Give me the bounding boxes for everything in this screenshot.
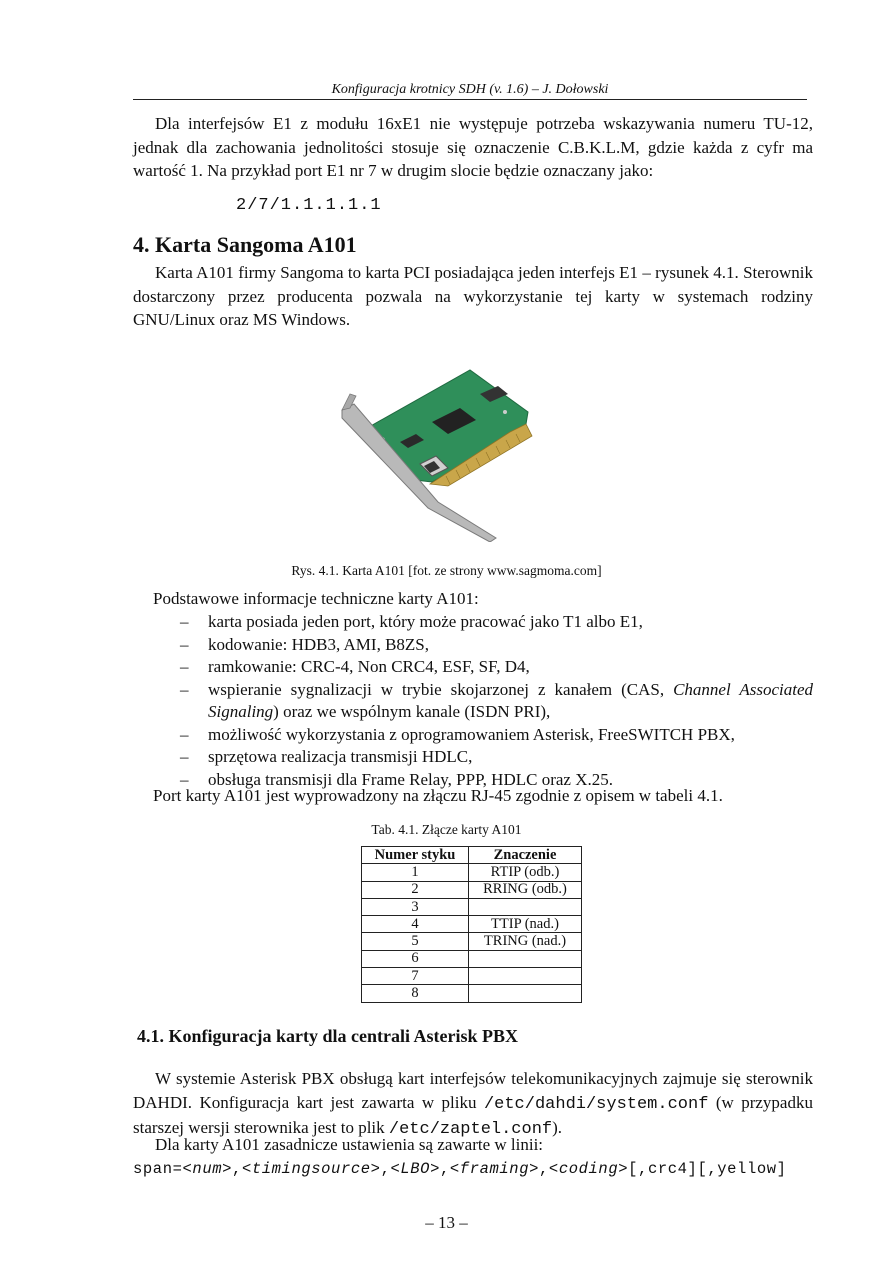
list-item: – kodowanie: HDB3, AMI, B8ZS, xyxy=(180,634,429,654)
port-paragraph: Port karty A101 jest wyprowadzony na złączu RJ-45 zgodnie z opisem w tabeli 4.1. xyxy=(153,786,723,805)
section-heading-4: 4. Karta Sangoma A101 xyxy=(133,232,357,257)
running-header: Konfiguracja krotnicy SDH (v. 1.6) – J. Dołowski xyxy=(331,82,609,97)
header-rule xyxy=(133,99,807,100)
table-header-row xyxy=(362,847,582,864)
a101-card-photo xyxy=(320,352,540,542)
list-item: – ramkowanie: CRC-4, Non CRC4, ESF, SF, D4, xyxy=(180,657,530,676)
column-header: Znaczenie xyxy=(469,847,582,864)
port-code-example: 2/7/1.1.1.1.1 xyxy=(236,196,382,215)
page-number: – 13 – xyxy=(425,1213,468,1232)
table-row: 2 RRING (odb.) xyxy=(362,881,582,898)
table-row: 5 TRING (nad.) xyxy=(362,933,582,950)
section-heading-4-1: 4.1. Konfiguracja karty dla centrali Asterisk PBX xyxy=(137,1026,518,1046)
list-item: – możliwość wykorzystania z oprogramowaniem Asterisk, FreeSWITCH PBX, xyxy=(180,724,735,744)
list-item: – obsługa transmisji dla Frame Relay, PPP, HDLC oraz X.25. xyxy=(180,769,613,789)
specs-intro: Podstawowe informacje techniczne karty A101: xyxy=(153,589,479,608)
dahdi-paragraph: W systemie Asterisk PBX obsługą kart interfejsów telekomunikacyjnych zajmuje się sterownik DAHDI. Konfiguracja kart jest zawarta w pliku /etc/dahdi/system.conf (w przypadku starszej wersji sterownika jest to plik /etc/zaptel.conf). xyxy=(133,1069,813,1139)
specs-list xyxy=(153,611,813,791)
table-row: 4 TTIP (nad.) xyxy=(362,916,582,933)
list-item: – sprzętowa realizacja transmisji HDLC, xyxy=(180,747,473,766)
figure-caption: Rys. 4.1. Karta A101 [fot. ze strony www.sagmoma.com] xyxy=(291,563,602,578)
column-header: Numer styku xyxy=(362,847,469,864)
list-item: – karta posiada jeden port, który może pracować jako T1 albo E1, xyxy=(180,612,643,631)
connector-table xyxy=(361,846,582,1003)
table-row: 1 RTIP (odb.) xyxy=(362,864,582,881)
file-path: /etc/zaptel.conf xyxy=(388,1120,553,1139)
table-row: 3 xyxy=(362,898,582,915)
span-intro: Dla karty A101 zasadnicze ustawienia są zawarte w linii: xyxy=(155,1135,544,1154)
table-row: 8 xyxy=(362,985,582,1002)
section4-paragraph: Karta A101 firmy Sangoma to karta PCI posiadająca jeden interfejs E1 – rysunek 4.1. Sterownik dostarczony przez producenta pozwala na wykorzystanie tej karty w systemach rodziny GNU/Linux oraz MS Windows. xyxy=(133,263,813,329)
intro-paragraph: Dla interfejsów E1 z modułu 16xE1 nie występuje potrzeba wskazywania numeru TU-12, jednak dla zachowania jednolitości stosuje się oznaczenie C.B.K.L.M, gdzie każda z cyfr ma wartość 1. Na przykład port E1 nr 7 w drugim slocie będzie oznaczany jako: xyxy=(133,114,813,180)
list-item: – wspieranie sygnalizacji w trybie skojarzonej z kanałem (CAS, Channel Associated Signaling) oraz we wspólnym kanale (ISDN PRI), xyxy=(180,679,813,721)
table-caption: Tab. 4.1. Złącze karty A101 xyxy=(371,822,522,837)
span-config-line: span=<num>,<timingsource>,<LBO>,<framing>,<coding>[,crc4][,yellow] xyxy=(133,1160,787,1178)
table-row: 6 xyxy=(362,950,582,967)
file-path: /etc/dahdi/system.conf xyxy=(483,1094,709,1114)
table-row: 7 xyxy=(362,968,582,985)
